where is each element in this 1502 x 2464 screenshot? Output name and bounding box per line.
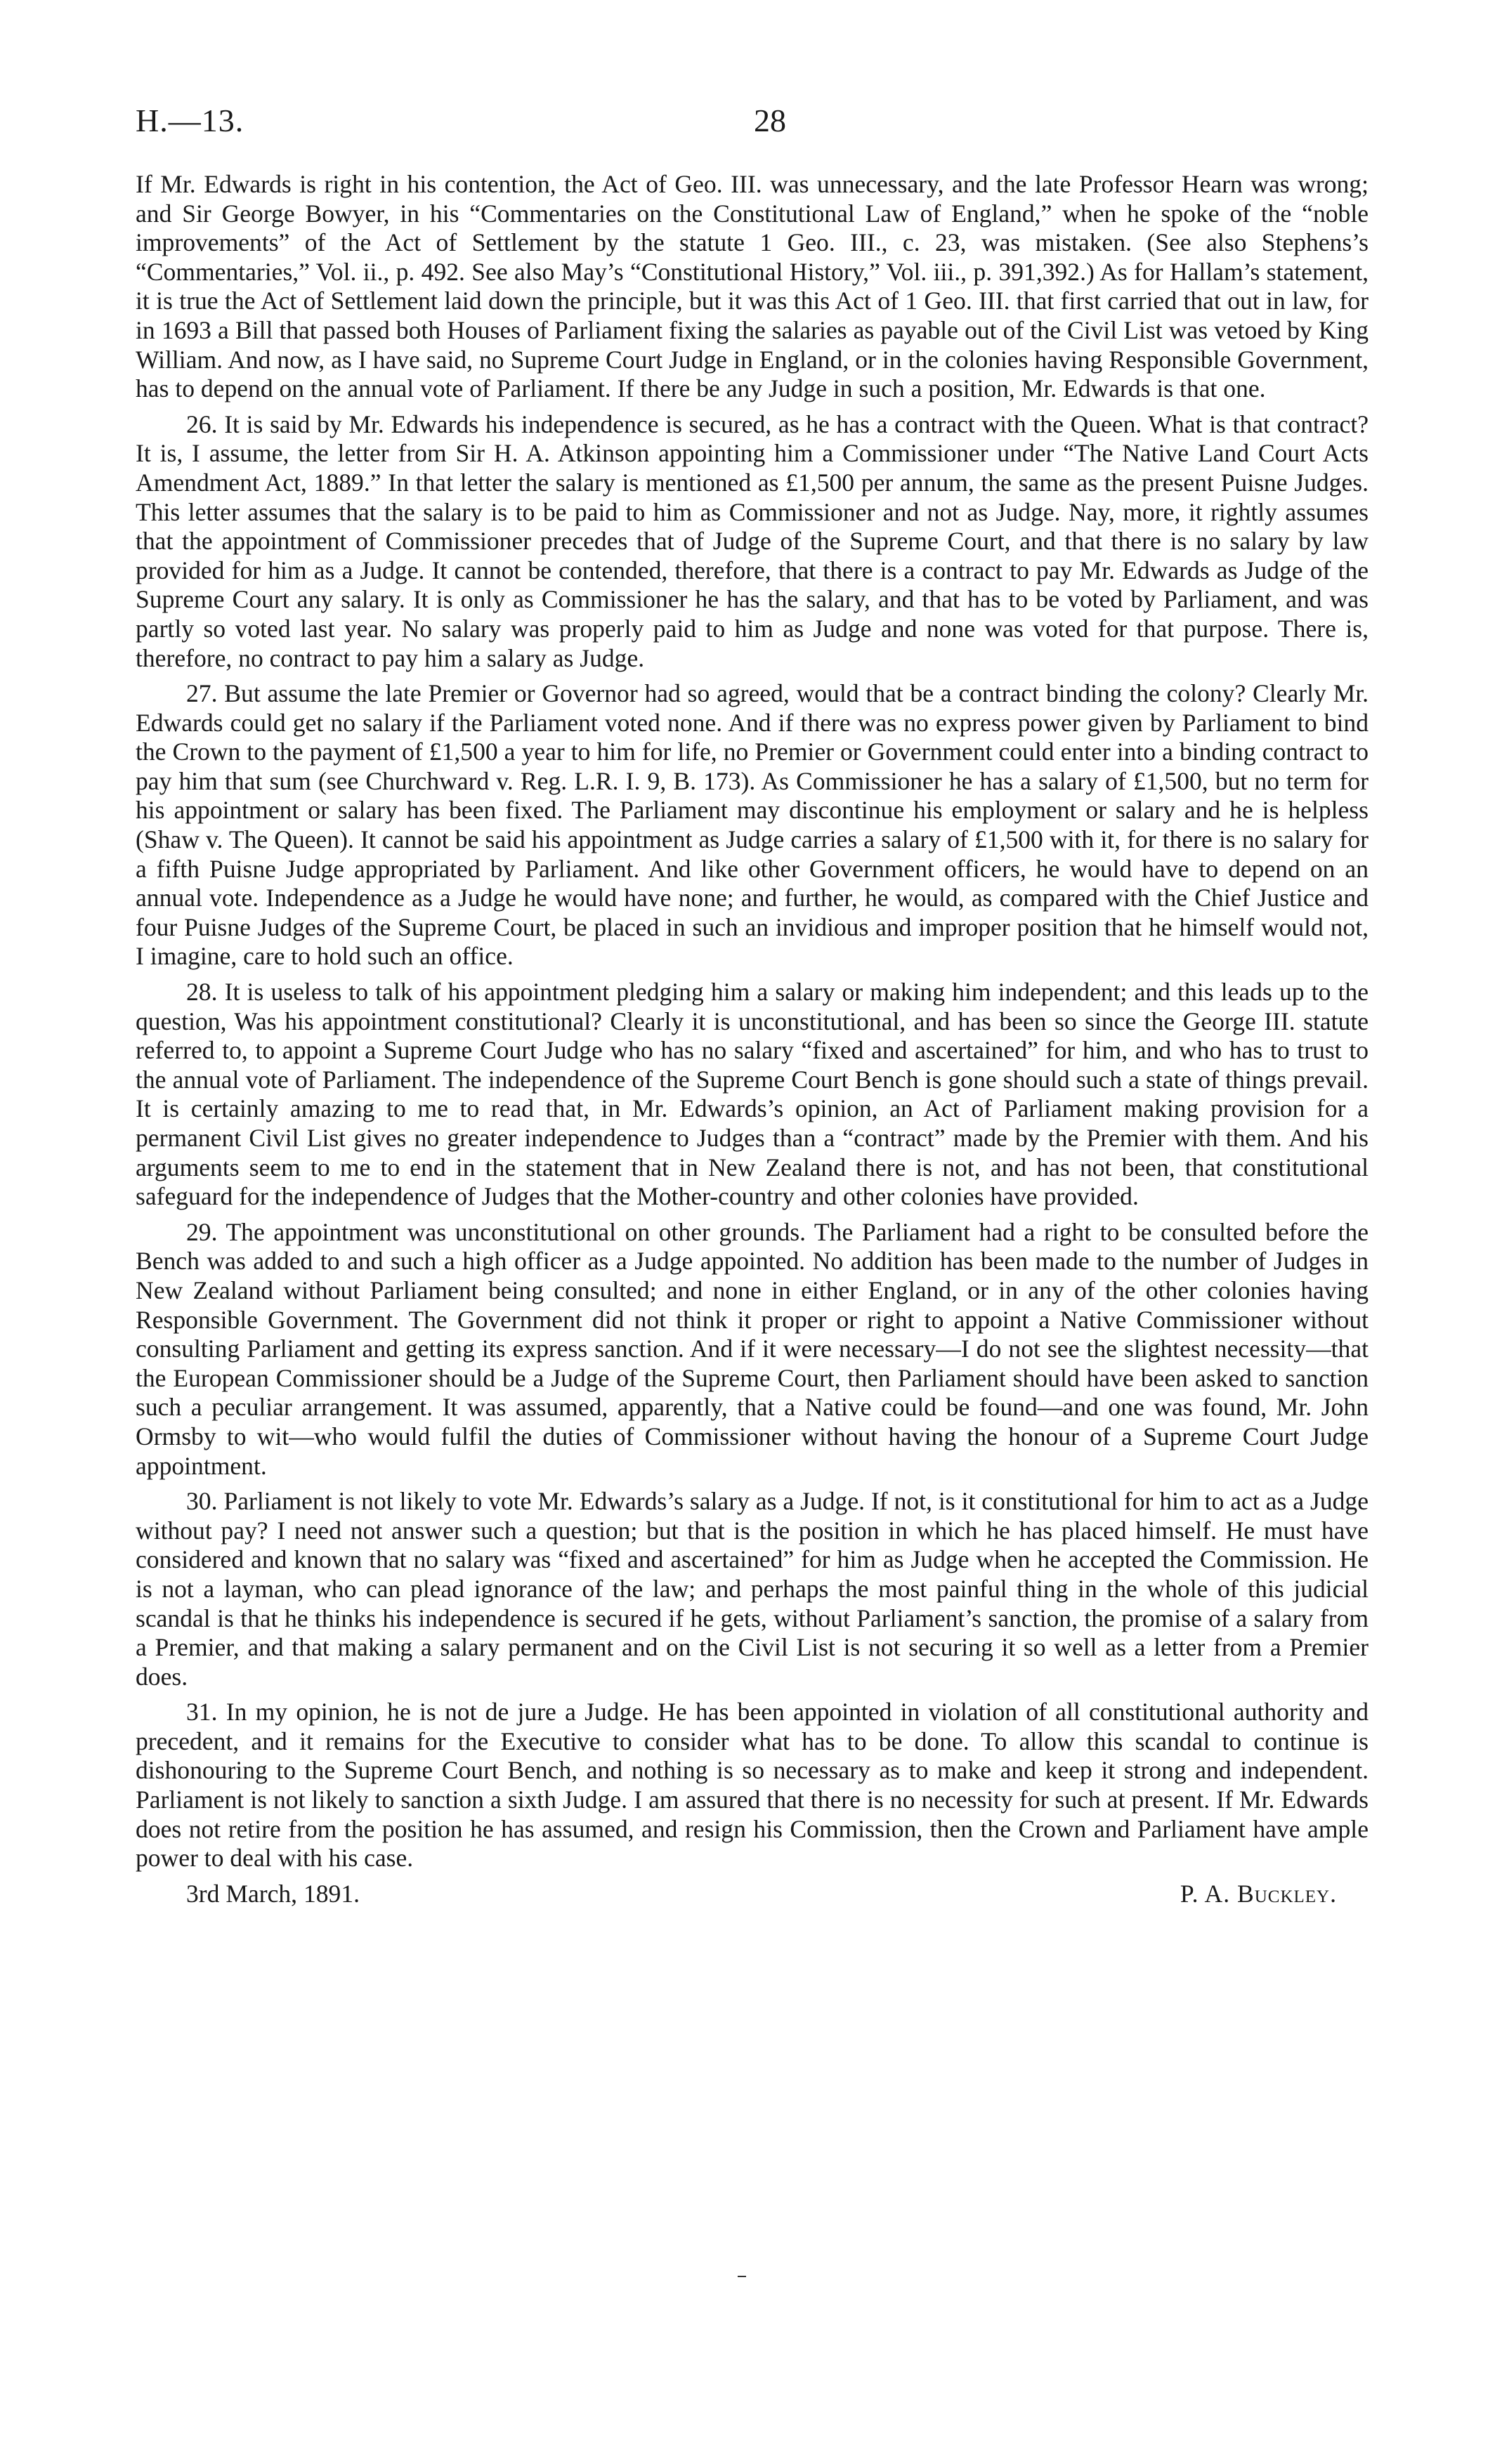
page-number: 28	[754, 103, 786, 138]
signoff	[136, 1880, 1369, 1911]
paragraph-text: Parliament is not likely to vote Mr. Edwards’s salary as a Judge. If not, is it constitutional for him to act as a Judge without pay? I need not answer such a question; but that is the position in which he has placed himself. He must have considered and known that no salary was “fixed and ascertained” for him as Judge when he accepted the Commission. He is not a layman, who can plead ignorance of the law; and perhaps the most painful thing in the whole of this judicial scandal is that he thinks his independence is secured if he gets, without Parliament’s sanction, the promise of a salary from a Premier, and that making a salary permanent and on the Civil List is not securing it so well as a letter from a Premier does.	[136, 1487, 1369, 1691]
paragraph-number: 30.	[186, 1487, 218, 1516]
paragraph-26	[136, 410, 1369, 673]
paragraph-number: 31.	[186, 1698, 218, 1726]
paragraph-28	[136, 978, 1369, 1212]
paragraph-text: The appointment was unconstitutional on other grounds. The Parliament had a right to be consulted before the Bench was added to and such a high officer as a Judge appointed. No addition has been made to the number of Judges in New Zealand without Parliament being consulted; and none in either England, or in any of the other colonies having Responsible Government. The Government did not think it proper or right to appoint a Native Commissioner without consulting Parliament and getting its express sanction. And if it were necessary—I do not see the slightest necessity—that the European Commissioner should be a Judge of the Supreme Court, then Parliament should have been asked to sanction such a peculiar arrangement. It was assumed, apparently, that a Native could be found—and one was found, Mr. John Ormsby to wit—who would fulfil the duties of Commissioner without having the honour of a Supreme Court Judge appointment.	[136, 1217, 1369, 1480]
paragraph-31	[136, 1698, 1369, 1873]
paragraph-text: In my opinion, he is not de jure a Judge. He has been appointed in violation of all constitutional authority and precedent, and it remains for the Executive to consider what has to be done. To allow this scandal to continue is dishonouring to the Supreme Court Bench, and nothing is so necessary as to make and keep it strong and independent. Parliament is not likely to sanction a sixth Judge. I am assured that there is no necessity for such at present. If Mr. Edwards does not retire from the position he has assumed, and resign his Commission, then the Crown and Parliament have ample power to deal with his case.	[136, 1698, 1369, 1873]
paragraph-text: But assume the late Premier or Governor had so agreed, would that be a contract binding the colony? Clearly Mr. Edwards could get no salary if the Parliament voted none. And if there was no express power given by Parliament to bind the Crown to the payment of £1,500 a year to him for life, no Premier or Government could enter into a binding contract to pay him that sum (see Churchward v. Reg. L.R. I. 9, B. 173). As Commissioner he has a salary of £1,500, but no term for his appointment or salary has been fixed. The Parliament may discontinue his employment or salary and he is helpless (Shaw v. The Queen). It cannot be said his appointment as Judge carries a salary of £1,500 with it, for there is no salary for a fifth Puisne Judge appropriated by Parliament. And like other Government officers, he would have to depend on an annual vote. Independence as a Judge he would have none; and further, he would, as compared with the Chief Justice and four Puisne Judges of the Supreme Court, be placed in such an invidious and improper position that he himself would not, I imagine, care to hold such an office.	[136, 679, 1369, 971]
paragraph-30	[136, 1487, 1369, 1691]
signoff-date: 3rd March, 1891.	[186, 1879, 360, 1908]
paragraph-number: 26.	[186, 409, 218, 438]
body-text	[136, 170, 1369, 1911]
paragraph-number: 28.	[186, 978, 218, 1007]
paragraph-text: It is said by Mr. Edwards his independence is secured, as he has a contract with the Queen. What is that contract? It is, I assume, the letter from Sir H. A. Atkinson appointing him a Commissioner under “The Native Land Court Acts Amendment Act, 1889.” In that letter the salary is mentioned as £1,500 per annum, the same as the present Puisne Judges. This letter assumes that the salary is to be paid to him as Commissioner and not as Judge. Nay, more, it rightly assumes that the appointment of Commissioner precedes that of Judge of the Supreme Court, and that there is no salary by law provided for him as a Judge. It cannot be contended, therefore, that there is a contract to pay Mr. Edwards as Judge of the Supreme Court any salary. It is only as Commissioner he has the salary, and that has to be voted by Parliament, and was partly so voted last year. No salary was properly paid to him as Judge and none was voted for that purpose. There is, therefore, no contract to pay him a salary as Judge.	[136, 409, 1369, 672]
signature: P. A. Buckley.	[1180, 1879, 1337, 1908]
print-mark	[738, 2276, 746, 2277]
paragraph-text: It is useless to talk of his appointment pledging him a salary or making him independent; and this leads up to the question, Was his appointment constitutional? Clearly it is unconstitutional, and has been so since the George III. statute referred to, to appoint a Supreme Court Judge who has no salary “fixed and ascertained” for him, and who has to trust to the annual vote of Parliament. The independence of the Supreme Court Bench is gone should such a state of things prevail. It is certainly amazing to me to read that, in Mr. Edwards’s opinion, an Act of Parliament making provision for a permanent Civil List gives no greater independence to Judges than a “contract” made by the Premier with them. And his arguments seem to me to end in the statement that in New Zealand there is not, and has not been, that constitutional safeguard for the independence of Judges that the Mother-country and other colonies have provided.	[136, 978, 1369, 1211]
paragraph-continued	[136, 170, 1369, 404]
page-header	[136, 102, 1372, 144]
document-id: H.—13.	[136, 103, 244, 138]
paragraph-text: If Mr. Edwards is right in his contention, the Act of Geo. III. was unnecessary, and the late Professor Hearn was wrong; and Sir George Bowyer, in his “Commentaries on the Constitutional Law of England,” when he spoke of the “noble improvements” of the Act of Settlement by the statute 1 Geo. III., c. 23, was mistaken. (See also Stephens’s “Commentaries,” Vol. ii., p. 492. See also May’s “Constitutional History,” Vol. iii., p. 391,392.) As for Hallam’s statement, it is true the Act of Settlement laid down the principle, but it was this Act of 1 Geo. III. that first carried that out in law, for in 1693 a Bill that passed both Houses of Parliament fixing the salaries as payable out of the Civil List was vetoed by King William. And now, as I have said, no Supreme Court Judge in England, or in the colonies having Responsible Government, has to depend on the annual vote of Parliament. If there be any Judge in such a position, Mr. Edwards is that one.	[136, 170, 1369, 403]
paragraph-number: 27.	[186, 679, 218, 708]
paragraph-27	[136, 679, 1369, 971]
paragraph-29	[136, 1218, 1369, 1481]
paragraph-number: 29.	[186, 1217, 218, 1246]
